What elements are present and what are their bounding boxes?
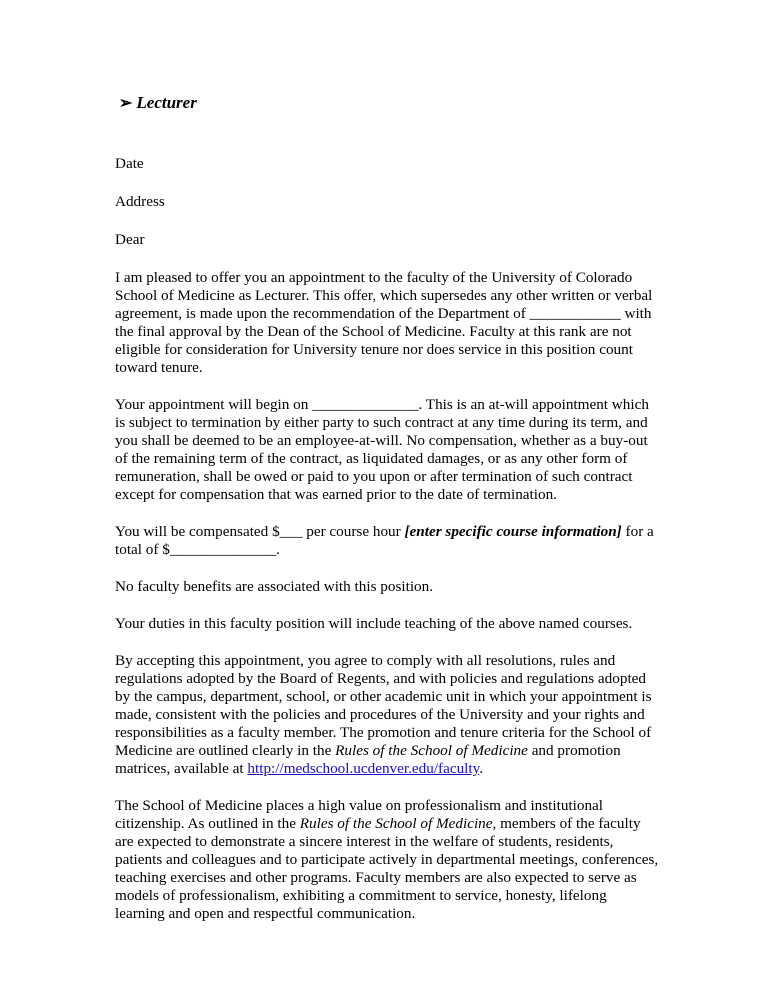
arrow-bullet-icon: ➢ <box>119 95 133 112</box>
section-heading <box>119 93 197 113</box>
compensation-paragraph <box>115 523 660 559</box>
appointment-terms-paragraph: Your appointment will begin on ______________. This is an at-will appointment which is subject to termination by either party to such contract at any time during its term, and you shall be deemed to be an employee-at-will. No compensation, whether as a buy-out of the remaining term of the contract, as liquidated damages, or as any other form of remuneration, shall be owed or paid to you upon or after termination of such contract except for compensation that was earned prior to the date of termination. <box>115 396 649 503</box>
salutation-line: Dear <box>115 231 145 248</box>
heading-title: Lecturer <box>136 93 197 112</box>
date-line: Date <box>115 155 144 172</box>
course-info-placeholder: [enter specific course information] <box>404 523 622 540</box>
professionalism-paragraph <box>115 797 660 923</box>
policies-text-before: By accepting this appointment, you agree to comply with all resolutions, rules and regulations adopted by the Board of Regents, and with policies and regulations adopted by the campus, department, school, or other academic unit in which your appointment is made, consistent with the policies and procedures of the University and your rights and responsibilities as a faculty member. The promotion and tenure criteria for the School of Medicine are outlined clearly in the <box>115 652 652 759</box>
policies-text-after: . <box>479 760 484 777</box>
letter-body <box>115 155 660 942</box>
rules-title-italic-2: Rules of the School of Medicine <box>299 815 493 832</box>
professionalism-text-before: The School of Medicine places a high value on professionalism and institutional citizenship. As outlined in the <box>115 797 604 832</box>
compensation-text-before: You will be compensated $___ per course hour <box>115 523 405 540</box>
duties-paragraph: Your duties in this faculty position will include teaching of the above named courses. <box>115 615 633 632</box>
policies-text-middle: and promotion matrices, available at <box>115 742 621 777</box>
professionalism-text-after: , members of the faculty are expected to demonstrate a sincere interest in the welfare of students, residents, patients and colleagues and to participate actively in departmental meetings, conferences, teaching exercises and other programs. Faculty members are also expected to serve as models of professionalism, exhibiting a commitment to service, honesty, lifelong learning and open and respectful communication. <box>115 815 659 922</box>
faculty-link[interactable]: http://medschool.ucdenver.edu/faculty <box>247 760 480 777</box>
rules-title-italic: Rules of the School of Medicine <box>335 742 528 759</box>
address-line: Address <box>115 193 165 210</box>
policies-paragraph <box>115 652 660 778</box>
offer-paragraph: I am pleased to offer you an appointment to the faculty of the University of Colorado School of Medicine as Lecturer. This offer, which supersedes any other written or verbal agreement, is made upon the recommendation of the Department of ____________ with the final approval by the Dean of the School of Medicine. Faculty at this rank are not eligible for consideration for University tenure nor does service in this position count toward tenure. <box>115 269 653 376</box>
compensation-text-after: for a total of $______________. <box>115 523 654 558</box>
benefits-paragraph: No faculty benefits are associated with this position. <box>115 578 434 595</box>
